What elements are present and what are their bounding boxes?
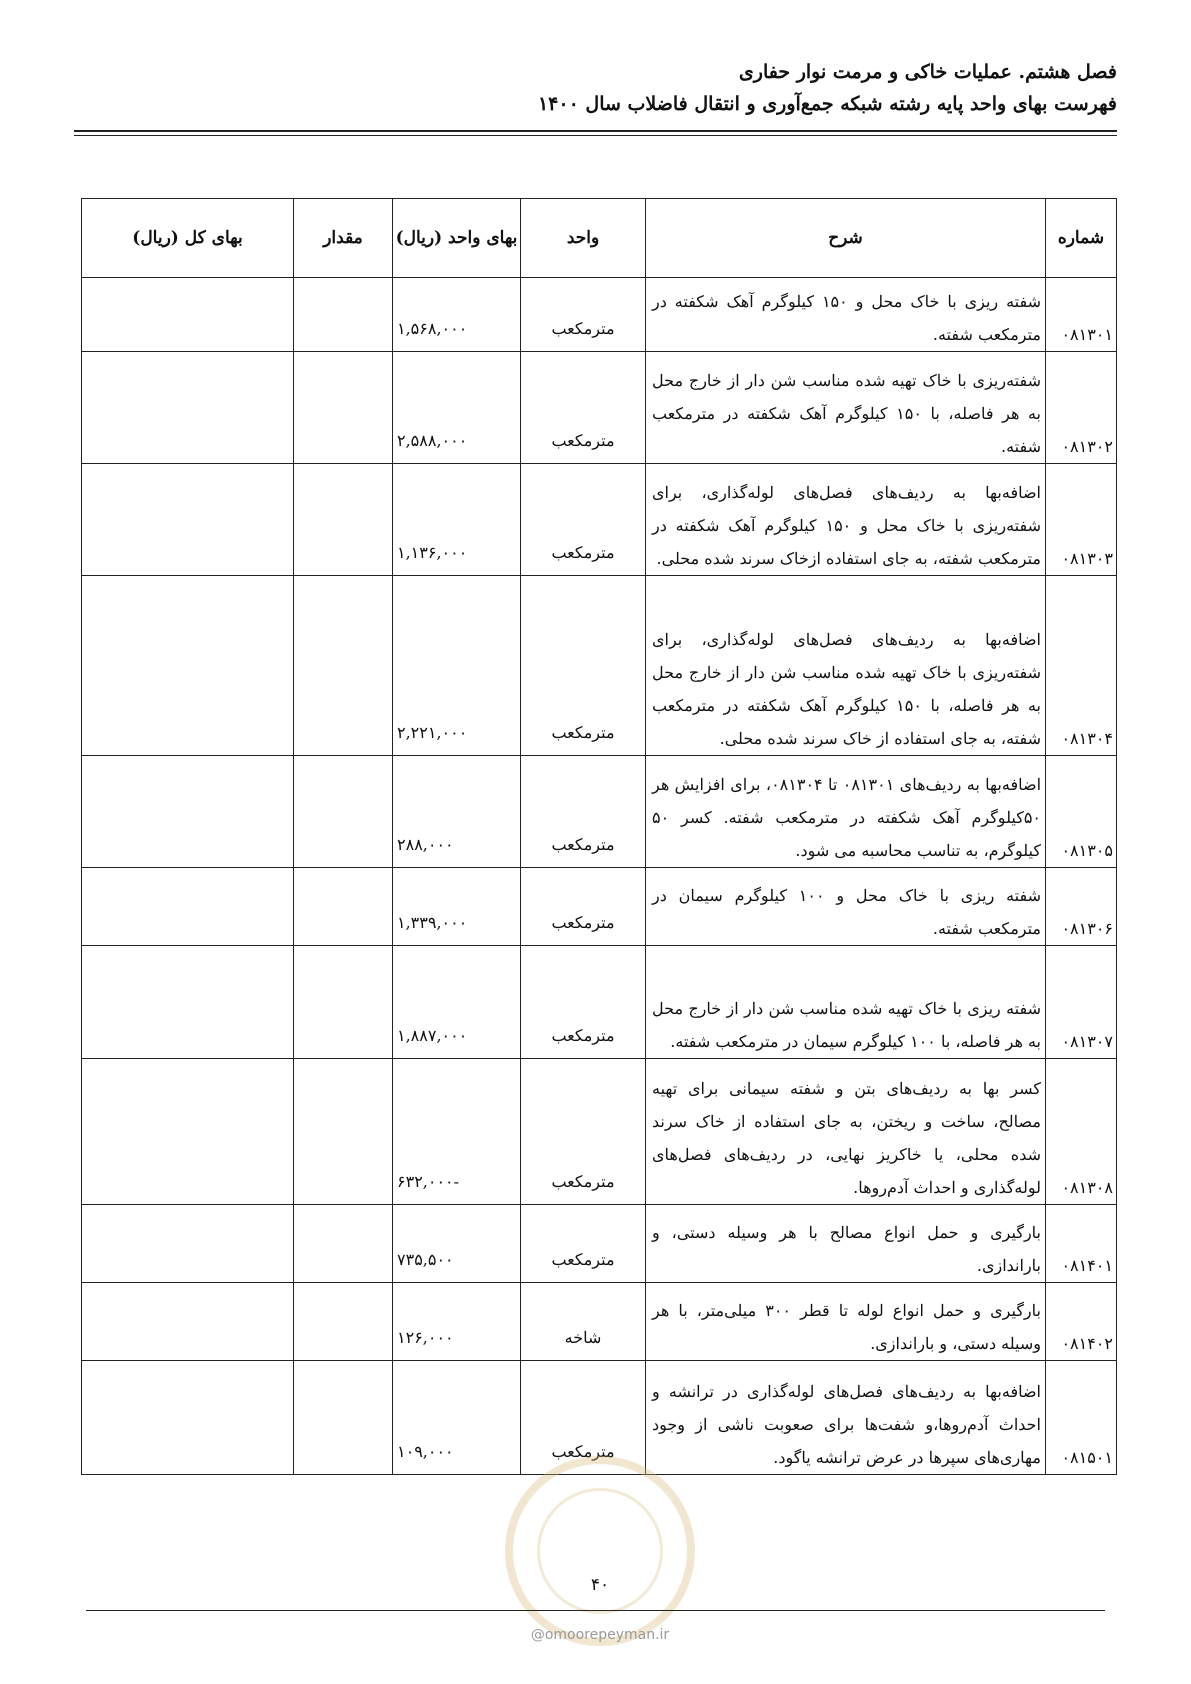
row-total bbox=[82, 1283, 294, 1361]
row-description: اضافه‌بها به ردیف‌های فصل‌های لوله‌گذاری در ترانشه و احداث آدم‌روها،و شفت‌ها برای صعوبت ناشی از وجود مهاری‌های سپرها در عرض ترانشه یاگود. bbox=[646, 1361, 1046, 1475]
chapter-title: فصل هشتم. عملیات خاکی و مرمت نوار حفاری bbox=[738, 61, 1117, 83]
site-watermark-text: @omoorepeyman.ir bbox=[530, 1627, 670, 1643]
row-unit: مترمکعب bbox=[521, 756, 646, 868]
row-total bbox=[82, 1361, 294, 1475]
row-quantity bbox=[294, 756, 393, 868]
row-number: ۰۸۱۳۰۸ bbox=[1046, 1059, 1117, 1205]
row-number: ۰۸۱۵۰۱ bbox=[1046, 1361, 1117, 1475]
row-unit: مترمکعب bbox=[521, 576, 646, 756]
row-quantity bbox=[294, 1361, 393, 1475]
row-number: ۰۸۱۳۰۷ bbox=[1046, 946, 1117, 1059]
row-unit-price: ۱۰۹,۰۰۰ bbox=[393, 1361, 521, 1475]
row-unit: مترمکعب bbox=[521, 1059, 646, 1205]
row-total bbox=[82, 464, 294, 576]
table-row bbox=[82, 464, 1117, 576]
row-unit: شاخه bbox=[521, 1283, 646, 1361]
row-number: ۰۸۱۴۰۱ bbox=[1046, 1205, 1117, 1283]
row-unit: مترمکعب bbox=[521, 1205, 646, 1283]
row-quantity bbox=[294, 946, 393, 1059]
watermark-seal-icon bbox=[505, 1456, 695, 1646]
row-unit-price: ۱,۱۳۶,۰۰۰ bbox=[393, 464, 521, 576]
row-number: ۰۸۱۳۰۶ bbox=[1046, 868, 1117, 946]
row-unit-price: ۱,۳۳۹,۰۰۰ bbox=[393, 868, 521, 946]
row-unit-price: ۲,۵۸۸,۰۰۰ bbox=[393, 352, 521, 464]
row-unit-price: ۲۸۸,۰۰۰ bbox=[393, 756, 521, 868]
row-description: بارگیری و حمل انواع لوله تا قطر ۳۰۰ میلی‌متر، با هر وسیله دستی، و باراندازی. bbox=[646, 1283, 1046, 1361]
table-row bbox=[82, 278, 1117, 352]
watermark-inner-ring bbox=[537, 1488, 663, 1614]
row-total bbox=[82, 868, 294, 946]
row-number: ۰۸۱۳۰۴ bbox=[1046, 576, 1117, 756]
row-quantity bbox=[294, 1205, 393, 1283]
table-row bbox=[82, 576, 1117, 756]
header-unit-price: بهای واحد (ریال) bbox=[393, 199, 521, 278]
header-description: شرح bbox=[646, 199, 1046, 278]
row-quantity bbox=[294, 278, 393, 352]
row-description: اضافه‌بها به ردیف‌های فصل‌های لوله‌گذاری، برای شفته‌ریزی با خاک محل و ۱۵۰ کیلوگرم آهک شکفته در مترمکعب شفته، به جای استفاده ازخاک سرند شده محلی. bbox=[646, 464, 1046, 576]
row-description: کسر بها به ردیف‌های بتن و شفته سیمانی برای تهیه مصالح، ساخت و ریختن، به جای استفاده از خاک سرند شده محلی، یا خاکریز نهایی، در ردیف‌های فصل‌های لوله‌گذاری و احداث آدم‌روها. bbox=[646, 1059, 1046, 1205]
row-number: ۰۸۱۳۰۵ bbox=[1046, 756, 1117, 868]
row-unit: مترمکعب bbox=[521, 868, 646, 946]
row-description: شفته ریزی با خاک محل و ۱۰۰ کیلوگرم سیمان در مترمکعب شفته. bbox=[646, 868, 1046, 946]
row-quantity bbox=[294, 1283, 393, 1361]
row-description: شفته‌ریزی با خاک تهیه شده مناسب شن دار از خارج محل به هر فاصله، با ۱۵۰ کیلوگرم آهک شکفته در مترمکعب شفته. bbox=[646, 352, 1046, 464]
row-total bbox=[82, 278, 294, 352]
document-title: فهرست بهای واحد پایه رشته شبکه جمع‌آوری و انتقال فاضلاب سال ۱۴۰۰ bbox=[537, 93, 1117, 115]
table-header-row bbox=[82, 199, 1117, 278]
row-number: ۰۸۱۳۰۳ bbox=[1046, 464, 1117, 576]
row-quantity bbox=[294, 1059, 393, 1205]
row-unit-price: ۱,۸۸۷,۰۰۰ bbox=[393, 946, 521, 1059]
row-description: بارگیری و حمل انواع مصالح با هر وسیله دستی، و باراندازی. bbox=[646, 1205, 1046, 1283]
table-row bbox=[82, 756, 1117, 868]
page-header bbox=[74, 56, 1117, 120]
row-total bbox=[82, 1059, 294, 1205]
row-total bbox=[82, 756, 294, 868]
row-description: شفته ریزی با خاک تهیه شده مناسب شن دار از خارج محل به هر فاصله، با ۱۰۰ کیلوگرم سیمان در مترمکعب شفته. bbox=[646, 946, 1046, 1059]
row-unit: مترمکعب bbox=[521, 946, 646, 1059]
price-list-table bbox=[81, 198, 1117, 1475]
row-number: ۰۸۱۳۰۲ bbox=[1046, 352, 1117, 464]
row-quantity bbox=[294, 464, 393, 576]
row-unit-price: ۱,۵۶۸,۰۰۰ bbox=[393, 278, 521, 352]
row-unit-price: -۶۳۲,۰۰۰ bbox=[393, 1059, 521, 1205]
row-quantity bbox=[294, 576, 393, 756]
row-total bbox=[82, 946, 294, 1059]
table-row bbox=[82, 352, 1117, 464]
header-total: بهای کل (ریال) bbox=[82, 199, 294, 278]
row-unit-price: ۱۲۶,۰۰۰ bbox=[393, 1283, 521, 1361]
row-total bbox=[82, 576, 294, 756]
header-quantity: مقدار bbox=[294, 199, 393, 278]
table-row bbox=[82, 1283, 1117, 1361]
row-unit: مترمکعب bbox=[521, 1361, 646, 1475]
row-quantity bbox=[294, 868, 393, 946]
row-unit: مترمکعب bbox=[521, 352, 646, 464]
header-number: شماره bbox=[1046, 199, 1117, 278]
row-description: اضافه‌بها به ردیف‌های فصل‌های لوله‌گذاری، برای شفته‌ریزی با خاک تهیه شده مناسب شن دار از خارج محل به هر فاصله، با ۱۵۰ کیلوگرم آهک شکفته در مترمکعب شفته، به جای استفاده از خاک سرند شده محلی. bbox=[646, 576, 1046, 756]
row-quantity bbox=[294, 352, 393, 464]
row-total bbox=[82, 352, 294, 464]
table-row bbox=[82, 868, 1117, 946]
table-row bbox=[82, 946, 1117, 1059]
row-description: شفته ریزی با خاک محل و ۱۵۰ کیلوگرم آهک شکفته در مترمکعب شفته. bbox=[646, 278, 1046, 352]
row-number: ۰۸۱۴۰۲ bbox=[1046, 1283, 1117, 1361]
header-rule-thin bbox=[74, 135, 1117, 136]
row-unit: مترمکعب bbox=[521, 278, 646, 352]
page-number: ۴۰ bbox=[590, 1575, 610, 1595]
row-description: اضافه‌بها به ردیف‌های ۰۸۱۳۰۱ تا ۰۸۱۳۰۴، برای افزایش هر ۵۰کیلوگرم آهک شکفته در مترمکعب شفته. کسر ۵۰ کیلوگرم، به تناسب محاسبه می شود. bbox=[646, 756, 1046, 868]
row-total bbox=[82, 1205, 294, 1283]
table-row bbox=[82, 1059, 1117, 1205]
row-unit-price: ۲,۲۲۱,۰۰۰ bbox=[393, 576, 521, 756]
row-unit: مترمکعب bbox=[521, 464, 646, 576]
header-rule bbox=[74, 130, 1117, 132]
row-number: ۰۸۱۳۰۱ bbox=[1046, 278, 1117, 352]
footer-rule bbox=[86, 1610, 1105, 1611]
header-unit: واحد bbox=[521, 199, 646, 278]
table-row bbox=[82, 1205, 1117, 1283]
row-unit-price: ۷۳۵,۵۰۰ bbox=[393, 1205, 521, 1283]
